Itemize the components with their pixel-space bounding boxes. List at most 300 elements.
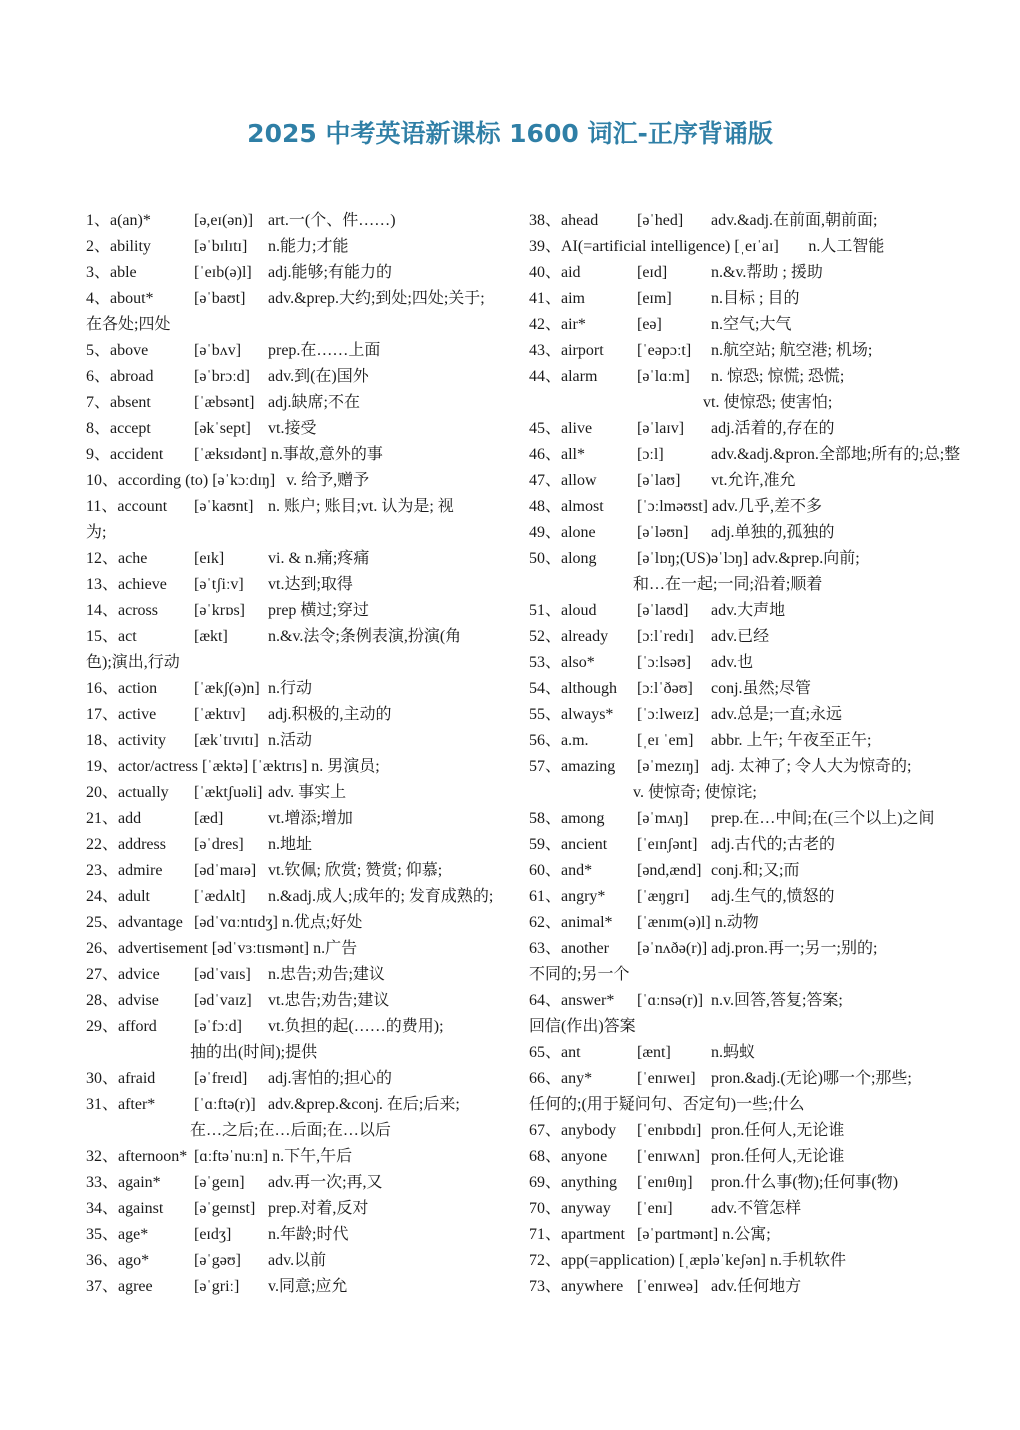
vocab-entry [86,442,506,468]
vocab-entry [529,1222,939,1248]
entry-meaning: adv.不管怎样 [711,1200,802,1217]
entry-word: 6、abroad [86,368,154,385]
entry-word: 9、accident [86,446,164,463]
entry-meaning-cont: 和…在一起;一同;沿着;顺着 [633,576,823,593]
entry-meaning: n.行动 [268,680,313,697]
entry-word: 4、about* [86,290,154,307]
entry-meaning: adj.积极的,主动的 [268,706,392,723]
entry-word: 11、account [86,498,168,515]
entry-phonetic: [əˈbʌv] [194,342,242,359]
entry-meaning: adj. 太神了; 令人大为惊奇的; [711,758,912,775]
vocab-entry [86,702,506,728]
vocab-entry [529,598,939,624]
vocab-entry [529,676,939,702]
entry-meaning: vt.忠告;劝告;建议 [268,992,390,1009]
entry-phonetic: [ɔːl] [637,446,664,463]
entry-phonetic: [əˈbaʊt] [194,290,246,307]
entry-word: 26、advertisement [86,940,208,957]
entry-phonetic: [əˈbrɔːd] [194,368,250,385]
vocab-entry [86,676,506,702]
entry-word: 10、according (to) [86,472,209,489]
entry-word: 34、against [86,1200,164,1217]
entry-phonetic: [əˈtʃiːv] [194,576,244,593]
entry-meaning: v. 给予,赠予 [286,472,370,489]
entry-word: 19、actor/actress [86,758,198,775]
entry-meaning: adj.活着的,存在的 [711,420,835,437]
entry-phonetic: [ˈækʃ(ə)n] [194,680,260,697]
entry-word: 13、achieve [86,576,167,593]
entry-phonetic: [əˈlɒŋ;(US)əˈlɔŋ] [637,550,749,567]
entry-word: 50、along [529,550,597,567]
entry-word: 25、advantage [86,914,183,931]
vocab-entry [529,1274,939,1300]
entry-meaning-cont: v. 使惊奇; 使惊诧; [633,784,757,801]
entry-phonetic: [ˈenɪwʌn] [637,1148,701,1165]
vocab-entry [86,624,506,676]
vocab-entry [86,1066,506,1092]
vocab-column-right [529,208,961,1300]
vocab-entry [529,364,939,416]
entry-meaning: vt.接受 [268,420,317,437]
entry-meaning: vt.增添;增加 [268,810,353,827]
entry-phonetic: [əˈpɑrtmənt] [637,1226,719,1243]
vocab-entry [86,598,506,624]
entry-word: 72、app(=application) [529,1252,675,1269]
entry-word: 2、ability [86,238,151,255]
vocab-entry [86,884,506,910]
vocab-entry [86,494,506,546]
entry-word: 36、ago* [86,1252,150,1269]
entry-word: 22、address [86,836,166,853]
entry-word: 51、aloud [529,602,597,619]
entry-meaning: adj.生气的,愤怒的 [711,888,835,905]
entry-word: 66、any* [529,1070,593,1087]
entry-word: 54、although [529,680,617,697]
entry-word: 68、anyone [529,1148,608,1165]
entry-phonetic: [əˈlaʊd] [637,602,689,619]
entry-meaning-cont: 在…之后;在…后面;在…以后 [190,1122,391,1139]
entry-word: 29、afford [86,1018,157,1035]
entry-phonetic: [əˈdres] [194,836,244,853]
vocab-entry [529,312,939,338]
entry-phonetic: [ˈɔːlweɪz] [637,706,700,723]
entry-phonetic: [ænt] [637,1044,671,1061]
vocab-entry [529,1196,939,1222]
entry-phonetic: [əˈgeɪn] [194,1174,245,1191]
entry-phonetic: [ækˈtɪvɪtɪ] [194,732,259,749]
entry-phonetic: [əˈkɔːdɪŋ] [212,472,276,489]
entry-meaning: n.空气;大气 [711,316,792,333]
entry-meaning: adj.能够;有能力的 [268,264,392,281]
entry-phonetic: [ˈæktʃuəli] [194,784,263,801]
entry-meaning: prep 横过;穿过 [268,602,369,619]
entry-phonetic: [ɔːlˈðəʊ] [637,680,693,697]
vocab-entry [529,468,939,494]
entry-meaning: adv.几乎,差不多 [711,498,823,515]
entry-word: 39、AI(=artificial intelligence) [529,238,731,255]
entry-meaning: n.优点;好处 [281,914,363,931]
vocab-entry [86,754,506,780]
entry-meaning: adv.&adj.&pron.全部地;所有的;总;整 [711,446,961,463]
entry-meaning: adv.任何地方 [711,1278,802,1295]
entry-meaning: n.动物 [714,914,759,931]
entry-meaning: adv.以前 [268,1252,327,1269]
entry-meaning: n.v.回答,答复;答案; [711,992,843,1009]
entry-meaning: adj.单独的,孤独的 [711,524,835,541]
entry-word: 40、aid [529,264,581,281]
vocab-entry [529,988,939,1040]
entry-meaning: n.活动 [268,732,313,749]
entry-word: 24、adult [86,888,150,905]
entry-meaning-cont: 回信(作出)答案 [529,1018,636,1035]
entry-word: 52、already [529,628,609,645]
vocab-entry [86,1248,506,1274]
entry-meaning: n. 惊恐; 惊慌; 恐慌; [711,368,845,385]
entry-meaning: adj.古代的;古老的 [711,836,835,853]
vocab-entry [529,208,939,234]
entry-meaning: n.航空站; 航空港; 机场; [711,342,873,359]
entry-phonetic: [əˈhed] [637,212,684,229]
entry-phonetic: [ədˈvaɪs] [194,966,251,983]
vocab-entry [86,546,506,572]
entry-meaning: abbr. 上午; 午夜至正午; [711,732,872,749]
entry-meaning: n.事故,意外的事 [270,446,383,463]
entry-phonetic: [əˈkaʊnt] [194,498,254,515]
entry-meaning: n.人工智能 [808,238,885,255]
entry-meaning: adj.缺席;不在 [268,394,360,411]
entry-phonetic: [ədˈvɑːntɪdʒ] [194,914,278,931]
entry-word: 57、amazing [529,758,616,775]
entry-word: 55、always* [529,706,614,723]
entry-meaning-cont: 色);演出,行动 [86,654,180,671]
entry-phonetic: [əˈləʊn] [637,524,689,541]
vocab-entry [86,728,506,754]
entry-meaning: pron.任何人,无论谁 [711,1148,845,1165]
entry-meaning: adv.&prep.向前; [752,550,860,567]
entry-phonetic: [ˈeɪnʃənt] [637,836,698,853]
entry-word: 33、again* [86,1174,161,1191]
entry-meaning: n.&adj.成人;成年的; 发育成熟的; [268,888,494,905]
vocab-entry [86,572,506,598]
entry-word: 67、anybody [529,1122,617,1139]
entry-meaning: adv.&prep.大约;到处;四处;关于; [268,290,485,307]
entry-word: 18、activity [86,732,166,749]
entry-phonetic: [eɪk] [194,550,225,567]
entry-word: 71、apartment [529,1226,625,1243]
entry-phonetic: [ˈæbsənt] [194,394,255,411]
entry-word: 27、advice [86,966,160,983]
entry-word: 59、ancient [529,836,608,853]
entry-meaning-cont: 不同的;另一个 [529,966,630,983]
vocab-entry [86,390,506,416]
entry-meaning: vt.达到;取得 [268,576,353,593]
vocab-entry [529,728,939,754]
entry-word: 35、age* [86,1226,149,1243]
vocab-entry [86,338,506,364]
entry-phonetic: [ˌeɪ ˈem] [637,732,694,749]
entry-meaning: n.下午,午后 [272,1148,353,1165]
entry-word: 30、afraid [86,1070,156,1087]
entry-word: 41、aim [529,290,585,307]
entry-word: 23、admire [86,862,163,879]
entry-meaning: n.目标 ; 目的 [711,290,800,307]
entry-word: 1、a(an)* [86,212,151,229]
vocab-entry [86,364,506,390]
entry-meaning-cont: 任何的;(用于疑问句、否定句)一些;什么 [529,1096,805,1113]
entry-meaning: n.能力;才能 [268,238,349,255]
entry-word: 14、across [86,602,158,619]
entry-phonetic: [ˌeɪˈaɪ] [734,238,779,255]
vocab-entry [529,858,939,884]
entry-phonetic: [ɔːlˈredɪ] [637,628,694,645]
vocab-entry [86,780,506,806]
entry-word: 37、agree [86,1278,153,1295]
entry-word: 12、ache [86,550,148,567]
entry-meaning: adj.害怕的;担心的 [268,1070,392,1087]
entry-word: 70、anyway [529,1200,611,1217]
entry-word: 56、a.m. [529,732,589,749]
vocab-entry [86,806,506,832]
entry-word: 61、angry* [529,888,606,905]
entry-meaning: n. 账户; 账目;vt. 认为是; 视 [268,498,454,515]
entry-phonetic: [ənd,ænd] [637,862,702,879]
entry-phonetic: [ˈenɪweə] [637,1278,699,1295]
entry-meaning: v.同意;应允 [268,1278,348,1295]
entry-phonetic: [ədˈvɜːtɪsmənt] [211,940,310,957]
entry-word: 60、and* [529,862,593,879]
entry-meaning: vi. & n.痛;疼痛 [268,550,370,567]
entry-phonetic: [eə] [637,316,662,333]
entry-phonetic: [əˈmezɪŋ] [637,758,700,775]
entry-phonetic: [ədˈmaɪə] [194,862,257,879]
entry-word: 47、allow [529,472,597,489]
entry-meaning: n.广告 [313,940,358,957]
entry-phonetic: [eɪm] [637,290,672,307]
entry-meaning: conj.虽然;尽管 [711,680,811,697]
entry-word: 15、act [86,628,137,645]
vocab-entry [529,286,939,312]
entry-word: 28、advise [86,992,159,1009]
entry-word: 17、active [86,706,157,723]
vocab-entry [529,1066,939,1118]
entry-phonetic: [ˈæktə] [ˈæktrɪs] [201,758,308,775]
vocab-entry [86,832,506,858]
vocab-entry [86,910,506,936]
entry-meaning: pron.任何人,无论谁 [711,1122,845,1139]
entry-phonetic: [əˈlɑːm] [637,368,690,385]
entry-phonetic: [ˈæktɪv] [194,706,246,723]
entry-meaning: n. 男演员; [311,758,380,775]
entry-meaning: adv.再一次;再,又 [268,1174,383,1191]
vocab-entry [529,624,939,650]
vocab-entry [86,1274,506,1300]
entry-meaning: adv.已经 [711,628,770,645]
entry-meaning: prep.在…中间;在(三个以上)之间 [711,810,935,827]
vocab-entry [86,208,506,234]
entry-meaning-cont: vt. 使惊恐; 使害怕; [703,394,833,411]
entry-word: 31、after* [86,1096,156,1113]
entry-word: 8、accept [86,420,151,437]
entry-phonetic: [əˈkrɒs] [194,602,246,619]
entry-word: 21、add [86,810,142,827]
entry-meaning: n.&v.帮助 ; 援助 [711,264,823,281]
entry-meaning: adv.总是;一直;永远 [711,706,842,723]
vocab-entry [529,546,939,598]
entry-word: 45、alive [529,420,593,437]
entry-phonetic: [ədˈvaɪz] [194,992,252,1009]
vocab-entry [86,1092,506,1144]
vocab-entry [529,234,939,260]
entry-word: 38、ahead [529,212,599,229]
vocab-entry [529,702,939,728]
entry-phonetic: [eɪdʒ] [194,1226,232,1243]
entry-word: 20、actually [86,784,169,801]
vocab-entry [529,1118,939,1144]
vocab-entry [86,260,506,286]
entry-meaning-cont: 为; [86,524,107,541]
vocab-entry [529,416,939,442]
entry-meaning: adj.pron.再一;另一;别的; [711,940,878,957]
entry-phonetic: [ˈenɪweɪ] [637,1070,696,1087]
entry-meaning: n.地址 [268,836,313,853]
vocab-entry [86,1144,506,1170]
entry-meaning: prep.对着,反对 [268,1200,369,1217]
entry-word: 49、alone [529,524,596,541]
vocab-entry [529,494,939,520]
entry-phonetic: [əˈgəʊ] [194,1252,241,1269]
entry-phonetic: [ˈenɪbɒdɪ] [637,1122,702,1139]
entry-phonetic: [ɑːftəˈnuːn] [194,1148,269,1165]
entry-meaning: n.忠告;劝告;建议 [268,966,385,983]
entry-phonetic: [ˌæpləˈkeʃən] [678,1252,766,1269]
vocab-entry [529,806,939,832]
entry-word: 46、all* [529,446,585,463]
entry-word: 58、among [529,810,605,827]
entry-meaning: prep.在……上面 [268,342,381,359]
entry-meaning: vt.钦佩; 欣赏; 赞赏; 仰慕; [268,862,443,879]
entry-phonetic: [əˈnʌðə(r)] [637,940,708,957]
entry-meaning: conj.和;又;而 [711,862,800,879]
vocab-entry [86,936,506,962]
entry-phonetic: [ˈæŋgrɪ] [637,888,690,905]
vocab-entry [529,832,939,858]
entry-word: 63、another [529,940,609,957]
entry-meaning: n.蚂蚁 [711,1044,756,1061]
vocab-entry [86,416,506,442]
entry-meaning: art.一(个、件……) [268,212,396,229]
entry-meaning: adv.大声地 [711,602,786,619]
entry-meaning-cont: 在各处;四处 [86,316,171,333]
entry-phonetic: [əˈfɔːd] [194,1018,242,1035]
entry-meaning-cont: 抽的出(时间);提供 [190,1044,318,1061]
entry-phonetic: [ˈɑːftə(r)] [194,1096,256,1113]
entry-phonetic: [eɪd] [637,264,668,281]
vocab-entry [86,1196,506,1222]
entry-phonetic: [əkˈsept] [194,420,251,437]
vocab-entry [529,884,939,910]
vocab-entry [86,1222,506,1248]
entry-meaning: adv. 事实上 [268,784,347,801]
entry-word: 62、animal* [529,914,613,931]
entry-phonetic: [ækt] [194,628,228,645]
entry-phonetic: [ˈenɪθɪŋ] [637,1174,693,1191]
entry-meaning: pron.&adj.(无论)哪一个;那些; [711,1070,912,1087]
entry-phonetic: [ˈɑːnsə(r)] [637,992,704,1009]
vocab-entry [529,1170,939,1196]
entry-phonetic: [ˈɔːlməʊst] [637,498,708,515]
vocab-entry [529,1040,939,1066]
vocab-entry [86,988,506,1014]
vocab-entry [529,260,939,286]
entry-phonetic: [ˈænɪm(ə)l] [637,914,711,931]
entry-word: 44、alarm [529,368,598,385]
entry-word: 65、ant [529,1044,581,1061]
vocab-entry [86,858,506,884]
entry-meaning: adv.&prep.&conj. 在后;后来; [268,1096,460,1113]
vocab-entry [529,650,939,676]
entry-meaning: adv.也 [711,654,754,671]
vocab-entry [86,468,506,494]
entry-meaning: n.公寓; [722,1226,771,1243]
vocab-entry [529,1144,939,1170]
entry-phonetic: [ˈeəpɔːt] [637,342,692,359]
entry-meaning: vt.负担的起(……的费用); [268,1018,444,1035]
vocab-entry [86,1014,506,1066]
entry-word: 3、able [86,264,137,281]
entry-word: 73、anywhere [529,1278,624,1295]
vocab-entry [529,338,939,364]
vocab-entry [529,936,939,988]
entry-phonetic: [ˈædʌlt] [194,888,246,905]
vocab-entry [529,520,939,546]
entry-word: 16、action [86,680,158,697]
entry-phonetic: [əˈlaʊ] [637,472,681,489]
entry-meaning: n.&v.法令;条例表演,扮演(角 [268,628,462,645]
entry-phonetic: [əˈgriː] [194,1278,240,1295]
vocab-entry [529,1248,939,1274]
entry-meaning: n.年龄;时代 [268,1226,349,1243]
entry-meaning: vt.允许,准允 [711,472,796,489]
entry-phonetic: [əˈfreɪd] [194,1070,248,1087]
entry-phonetic: [əˈbɪlɪtɪ] [194,238,248,255]
vocab-entry [86,962,506,988]
entry-phonetic: [əˈgeɪnst] [194,1200,256,1217]
entry-word: 7、absent [86,394,151,411]
entry-meaning: n.手机软件 [769,1252,846,1269]
entry-word: 64、answer* [529,992,615,1009]
entry-word: 32、afternoon* [86,1148,188,1165]
entry-word: 69、anything [529,1174,617,1191]
entry-word: 5、above [86,342,149,359]
entry-meaning: adv.到(在)国外 [268,368,369,385]
entry-phonetic: [əˈmʌŋ] [637,810,689,827]
entry-word: 42、air* [529,316,586,333]
entry-phonetic: [əˈlaɪv] [637,420,685,437]
page-title: 2025 中考英语新课标 1600 词汇-正序背诵版 [247,119,773,148]
entry-word: 43、airport [529,342,604,359]
vocab-entry [529,442,961,468]
entry-phonetic: [ˈɔːlsəʊ] [637,654,692,671]
vocab-entry [86,234,506,260]
entry-phonetic: [ˈenɪ] [637,1200,673,1217]
entry-phonetic: [æd] [194,810,224,827]
entry-phonetic: [ə,eɪ(ən)] [194,212,254,229]
entry-word: 48、almost [529,498,604,515]
vocab-entry [86,1170,506,1196]
vocab-entry [529,910,939,936]
entry-meaning: adv.&adj.在前面,朝前面; [711,212,878,229]
entry-meaning: pron.什么事(物);任何事(物) [711,1174,899,1191]
